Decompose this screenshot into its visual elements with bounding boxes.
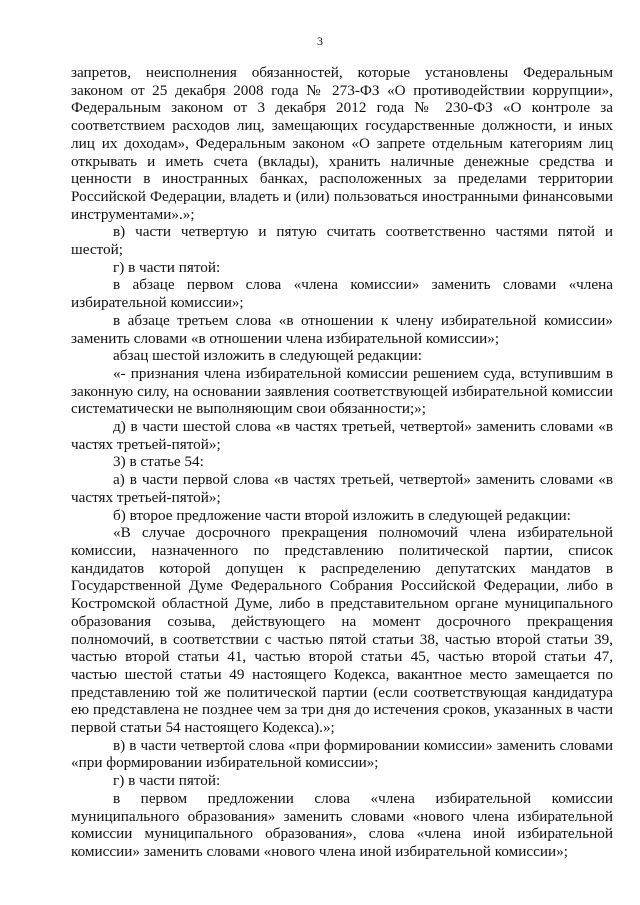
paragraph: «- признания члена избирательной комиссии решением суда, вступившим в законную силу, на основании заявления соответствующей избирательной комиссии систематически не выполняющим свои обязанности;»; (71, 364, 613, 418)
paragraph: 3) в статье 54: (113, 453, 204, 471)
paragraph: запретов, неисполнения обязанностей, которые установлены Федеральным законом от 25 декабря 2008 года № 273-ФЗ «О противодействии коррупции», Федеральным законом от 3 декабря 2012 года № 230-ФЗ «О контроле за соответствием расходов лиц, замещающих государственные должности, и иных лиц их доходам», Федеральным законом «О запрете отдельным категориям лиц открывать и иметь счета (вклады), хранить наличные денежные средства и ценности в иностранных банках, расположенных за пределами территории Российской Федерации, владеть и (или) пользоваться иностранными финансовыми инструментами».»; (71, 64, 613, 223)
paragraph: в абзаце третьем слова «в отношении к члену избирательной комиссии» заменить словами «в отношении члена избирательной комиссии»; (71, 311, 613, 347)
paragraph: г) в части пятой: (113, 258, 221, 276)
paragraph: «В случае досрочного прекращения полномочий члена избирательной комиссии, назначенного по представлению политической партии, список кандидатов которой допущен к распределению депутатских мандатов в Государственной Думе Федерального Собрания Российской Федерации, либо в Костромской областной Думе, либо в представительном органе муниципального образования созыва, действующего на момент досрочного прекращения полномочий, в соответствии с частью пятой статьи 38, частью второй статьи 39, частью второй статьи 41, частью второй статьи 45, частью второй статьи 47, частью шестой статьи 49 настоящего Кодекса, вакантное место замещается по представлению той же политической партии (если соответствующая кандидатура ею представлена не позднее чем за три дня до истечения сроков, указанных в части первой статьи 54 настоящего Кодекса).»; (71, 524, 613, 737)
paragraph: в) в части четвертой слова «при формировании комиссии» заменить словами «при формировании избирательной комиссии»; (71, 736, 613, 772)
document-body (71, 64, 613, 861)
paragraph: в первом предложении слова «члена избирательной комиссии муниципального образования» заменить словами «нового члена избирательной комиссии муниципального образования», слова «члена иной избирательной комиссии» заменить словами «нового члена иной избирательной комиссии»; (71, 789, 613, 860)
paragraph: д) в части шестой слова «в частях третьей, четвертой» заменить словами «в частях третьей-пятой»; (71, 418, 613, 453)
paragraph: в) части четвертую и пятую считать соответственно частями пятой и шестой; (71, 223, 613, 259)
paragraph: абзац шестой изложить в следующей редакции: (113, 347, 422, 365)
paragraph: а) в части первой слова «в частях третьей, четвертой» заменить словами «в частях третьей-пятой»; (71, 471, 613, 506)
paragraph: б) второе предложение части второй изложить в следующей редакции: (113, 506, 571, 524)
paragraph: г) в части пятой: (113, 772, 221, 790)
page-number: 3 (317, 34, 323, 48)
paragraph: в абзаце первом слова «члена комиссии» заменить словами «члена избирательной комиссии»; (71, 276, 613, 312)
